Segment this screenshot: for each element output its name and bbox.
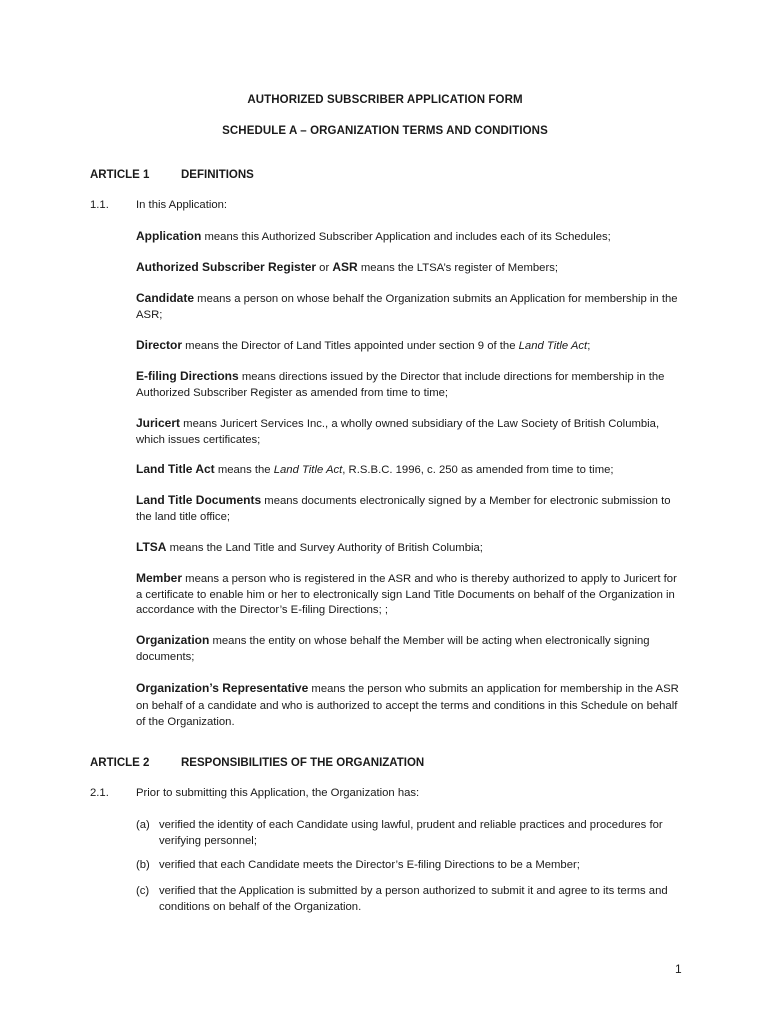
article-1-title: DEFINITIONS xyxy=(181,169,254,181)
schedule-title: SCHEDULE A – ORGANIZATION TERMS AND CONDITIONS xyxy=(222,125,548,137)
definition-candidate xyxy=(136,291,681,323)
definition-land-title-act xyxy=(136,462,681,479)
definition-term: Authorized Subscriber Register xyxy=(136,260,317,274)
clause-2-1-number: 2.1. xyxy=(90,787,109,799)
definition-term: Member xyxy=(136,571,183,585)
clause-2-1 xyxy=(90,787,419,799)
definition-text: means the entity on whose behalf the Member will be acting when electronically signing documents; xyxy=(136,635,650,663)
definition-e-filing-directions xyxy=(136,369,681,401)
definition-text-end: ; xyxy=(587,340,591,352)
definition-text: means directions issued by the Director that include directions for membership in the Authorized Subscriber Register as amended from time to time; xyxy=(136,371,665,399)
definition-text: means the xyxy=(214,464,274,476)
definition-text: means a person who is registered in the ASR and who is thereby authorized to apply to Juricert for a certificate to enable him or her to electronically sign Land Title Documents on behalf of the Organization in accordance with the Director’s E-filing Directions; ; xyxy=(136,573,677,616)
article-2-heading xyxy=(90,757,424,769)
article-2-title: RESPONSIBILITIES OF THE ORGANIZATION xyxy=(181,757,425,769)
clause-1-1-text: In this Application: xyxy=(136,199,228,211)
definition-term: Director xyxy=(136,338,183,352)
list-item-label: (b) xyxy=(136,859,150,871)
list-item-text: verified that each Candidate meets the Director’s E-filing Directions to be a Member; xyxy=(159,859,580,871)
list-item-label: (a) xyxy=(136,819,150,831)
definition-asr xyxy=(136,260,681,277)
definition-text: means the LTSA’s register of Members; xyxy=(357,262,559,274)
definition-italic-act: Land Title Act xyxy=(518,340,588,352)
definition-term: Organization xyxy=(136,633,210,647)
list-item-text: verified the identity of each Candidate using lawful, prudent and reliable practices and procedures for verifying personnel; xyxy=(159,819,663,847)
definition-term: Juricert xyxy=(136,416,181,430)
list-item-c xyxy=(136,883,704,915)
definition-text: means Juricert Services Inc., a wholly owned subsidiary of the Law Society of British Columbia, which issues certificates; xyxy=(136,418,660,446)
definition-italic-act: Land Title Act xyxy=(273,464,343,476)
definition-term: LTSA xyxy=(136,540,167,554)
list-item-label: (c) xyxy=(136,885,150,897)
article-1-number: ARTICLE 1 xyxy=(90,169,150,181)
definition-organizations-representative xyxy=(136,680,681,731)
definition-director xyxy=(136,338,681,355)
definition-connector: or xyxy=(316,262,333,274)
definition-text: means the Director of Land Titles appointed under section 9 of the xyxy=(182,340,519,352)
definition-land-title-documents xyxy=(136,493,681,525)
list-item-a xyxy=(136,817,704,849)
definition-term: Organization’s Representative xyxy=(136,681,309,695)
definition-text: means this Authorized Subscriber Application and includes each of its Schedules; xyxy=(201,231,611,243)
definition-term: Candidate xyxy=(136,291,195,305)
list-item-b xyxy=(136,857,704,873)
definition-organization xyxy=(136,633,681,665)
article-2-number: ARTICLE 2 xyxy=(90,757,150,769)
article-1-heading xyxy=(90,169,254,181)
form-title: AUTHORIZED SUBSCRIBER APPLICATION FORM xyxy=(247,94,523,106)
definition-term: Land Title Documents xyxy=(136,493,262,507)
list-item-text: verified that the Application is submitted by a person authorized to submit it and agree to its terms and conditions on behalf of the Organization. xyxy=(159,885,668,913)
definition-term: E-filing Directions xyxy=(136,369,239,383)
clause-2-1-text: Prior to submitting this Application, the Organization has: xyxy=(136,787,420,799)
definition-application xyxy=(136,229,681,246)
clause-1-1-number: 1.1. xyxy=(90,199,109,211)
definition-juricert xyxy=(136,416,681,448)
definition-text: means the Land Title and Survey Authority of British Columbia; xyxy=(166,542,483,554)
page-number: 1 xyxy=(675,962,682,976)
definition-member xyxy=(136,571,681,619)
definition-text: means a person on whose behalf the Organization submits an Application for membership in the ASR; xyxy=(136,293,678,321)
definition-term-abbrev: ASR xyxy=(332,260,358,274)
definition-term: Application xyxy=(136,229,202,243)
definition-ltsa xyxy=(136,540,681,557)
definition-term: Land Title Act xyxy=(136,462,215,476)
definition-text: means the person who submits an application for membership in the ASR on behalf of a candidate and who is authorized to accept the terms and conditions in this Schedule on behalf of the Organization. xyxy=(136,683,679,728)
definition-text: means documents electronically signed by a Member for electronic submission to the land title office; xyxy=(136,495,671,523)
definition-text-end: , R.S.B.C. 1996, c. 250 as amended from time to time; xyxy=(342,464,614,476)
clause-1-1 xyxy=(90,199,227,211)
